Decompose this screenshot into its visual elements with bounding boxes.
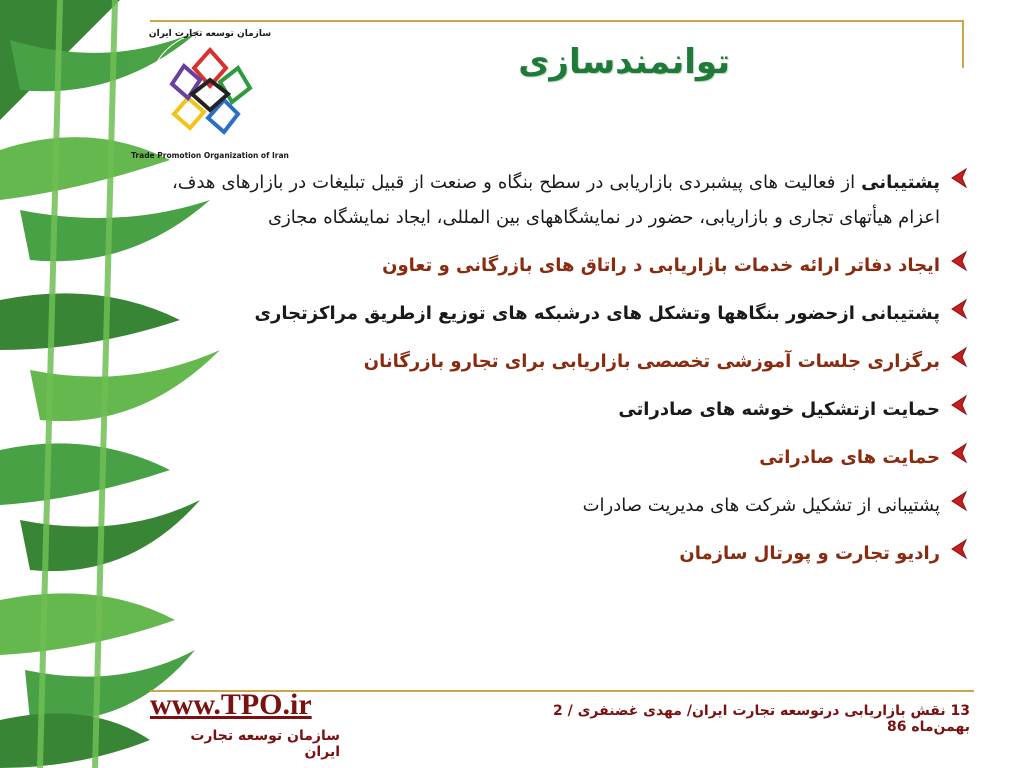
bullet-body: از فعالیت های پیشبردی بازاریابی در سطح بنگاه و صنعت از قبیل تبلیغات در بازارهای هدف، اعزام هیأتهای تجاری و بازاریابی، حضور در نمایشگاههای بین المللی، ایجاد نمایشگاه مجازی bbox=[172, 172, 940, 228]
list-item bbox=[172, 488, 972, 523]
bullet-lead: پشتیبانی bbox=[861, 172, 940, 193]
arrow-bullet-icon bbox=[946, 344, 972, 370]
slide-title: توانمندسازی bbox=[518, 42, 730, 82]
right-frame-line bbox=[962, 20, 964, 68]
list-item bbox=[172, 248, 972, 283]
list-item bbox=[172, 296, 972, 331]
bullet-text: پشتیبانی ازحضور بنگاهها وتشکل های درشبکه های توزیع ازطریق مراکزتجاری bbox=[254, 303, 940, 324]
tpo-logo bbox=[128, 22, 293, 162]
bullet-list bbox=[172, 165, 972, 584]
footer-slide-caption: 13 نقش بازاریابی درتوسعه تجارت ایران/ مهدی غضنفری / 2 بهمن‌ماه 86 bbox=[552, 703, 970, 735]
arrow-bullet-icon bbox=[946, 536, 972, 562]
list-item bbox=[172, 392, 972, 427]
bullet-text: حمایت ازتشکیل خوشه های صادراتی bbox=[618, 399, 940, 420]
arrow-bullet-icon bbox=[946, 392, 972, 418]
arrow-bullet-icon bbox=[946, 296, 972, 322]
arrow-bullet-icon bbox=[946, 488, 972, 514]
bullet-text: پشتیبانی از تشکیل شرکت های مدیریت صادرات bbox=[582, 495, 940, 516]
arrow-bullet-icon bbox=[946, 165, 972, 191]
arrow-bullet-icon bbox=[946, 248, 972, 274]
bullet-text: ایجاد دفاتر ارائه خدمات بازاریابی د راتاق های بازرگانی و تعاون bbox=[382, 255, 940, 276]
list-item bbox=[172, 536, 972, 571]
arrow-bullet-icon bbox=[946, 440, 972, 466]
bullet-text: برگزاری جلسات آموزشی تخصصی بازاریابی برای تجارو بازرگانان bbox=[363, 351, 940, 372]
logo-persian-text: سازمان توسعه تجارت ایران bbox=[148, 29, 272, 39]
bullet-text bbox=[172, 165, 940, 235]
footer-website-link[interactable]: www.TPO.ir bbox=[150, 688, 312, 721]
footer-organization-name: سازمان توسعه تجارت ایران bbox=[190, 728, 340, 760]
bullet-text: رادیو تجارت و پورتال سازمان bbox=[679, 543, 940, 564]
list-item bbox=[172, 165, 972, 235]
list-item bbox=[172, 344, 972, 379]
logo-english-text: Trade Promotion Organization of Iran bbox=[131, 151, 289, 160]
bullet-text: حمایت های صادراتی bbox=[759, 447, 940, 468]
list-item bbox=[172, 440, 972, 475]
